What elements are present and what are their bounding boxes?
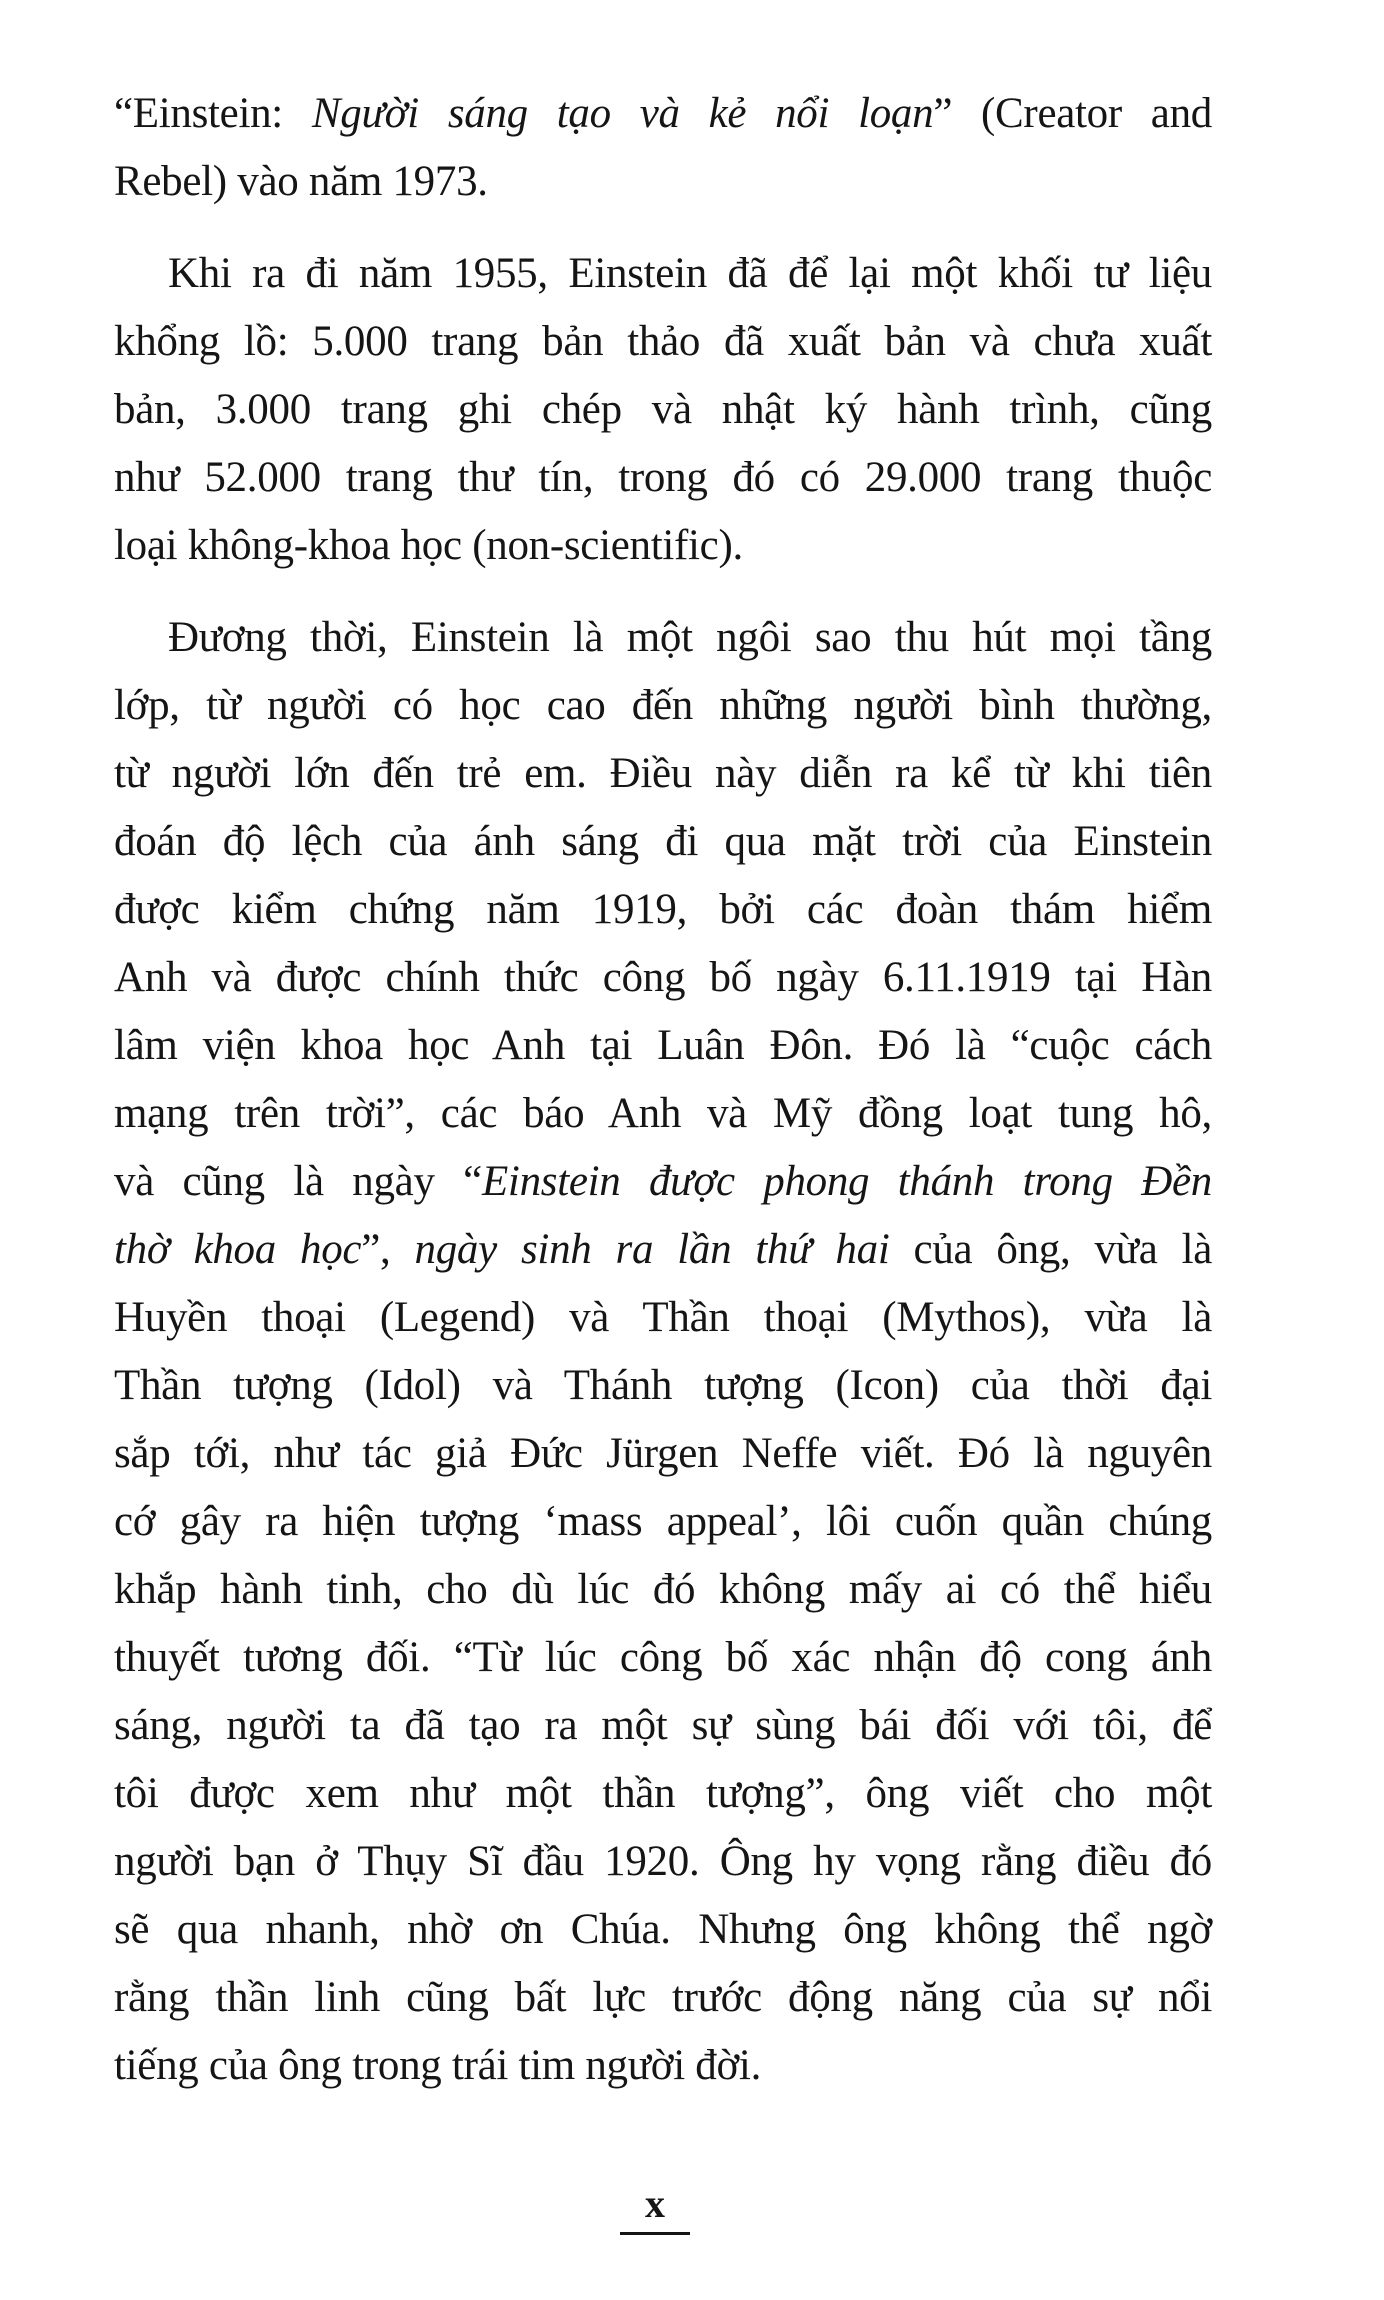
- text-run: bản, 3.000 trang ghi chép và nhật ký hành trình, cũng: [114, 386, 1212, 433]
- text-run: Khi ra đi năm 1955, Einstein đã để lại một khối tư liệu: [168, 250, 1212, 297]
- paragraph: [114, 80, 1212, 216]
- text-run: và cũng là ngày “: [114, 1158, 482, 1205]
- text-run: sáng, người ta đã tạo ra một sự sùng bái đối với tôi, để: [114, 1702, 1212, 1749]
- text-run: ” (Creator and: [933, 90, 1212, 137]
- page-number-rule: [620, 2232, 690, 2235]
- text-run: Đương thời, Einstein là một ngôi sao thu hút mọi tầng: [168, 614, 1212, 661]
- text-run: tôi được xem như một thần tượng”, ông viết cho một: [114, 1770, 1212, 1817]
- italic-text: Người sáng tạo và kẻ nổi loạn: [311, 90, 934, 137]
- text-line: [114, 672, 1212, 740]
- page-number: x: [645, 2181, 665, 2226]
- book-page-text: [114, 80, 1212, 2124]
- text-line: [114, 1284, 1212, 1352]
- text-run: Rebel) vào năm 1973.: [114, 158, 488, 205]
- text-line: [114, 1760, 1212, 1828]
- text-line: [114, 512, 1212, 580]
- text-line: [114, 80, 1212, 148]
- text-run: khổng lồ: 5.000 trang bản thảo đã xuất bản và chưa xuất: [114, 318, 1212, 365]
- text-line: [114, 1488, 1212, 1556]
- text-run: khắp hành tinh, cho dù lúc đó không mấy ai có thể hiểu: [114, 1566, 1212, 1613]
- text-run: lớp, từ người có học cao đến những người bình thường,: [114, 682, 1212, 729]
- text-line: [114, 1828, 1212, 1896]
- italic-text: Einstein được phong thánh trong Đền: [481, 1158, 1212, 1205]
- text-run: rằng thần linh cũng bất lực trước động năng của sự nổi: [114, 1974, 1212, 2021]
- text-line: [114, 148, 1212, 216]
- text-run: từ người lớn đến trẻ em. Điều này diễn ra kể từ khi tiên: [114, 750, 1212, 797]
- text-line: [114, 1148, 1212, 1216]
- text-run: người bạn ở Thụy Sĩ đầu 1920. Ông hy vọng rằng điều đó: [114, 1838, 1212, 1885]
- text-line: [114, 1216, 1212, 1284]
- text-line: [114, 808, 1212, 876]
- italic-text: thờ khoa học: [114, 1226, 362, 1273]
- text-run: cớ gây ra hiện tượng ‘mass appeal’, lôi cuốn quần chúng: [114, 1498, 1212, 1545]
- text-line: [114, 1556, 1212, 1624]
- text-line: [114, 944, 1212, 1012]
- text-line: [114, 308, 1212, 376]
- text-run: như 52.000 trang thư tín, trong đó có 29.000 trang thuộc: [114, 454, 1212, 501]
- text-line: [114, 1012, 1212, 1080]
- text-run: đoán độ lệch của ánh sáng đi qua mặt trời của Einstein: [114, 818, 1212, 865]
- text-line: [114, 1692, 1212, 1760]
- text-line: [114, 376, 1212, 444]
- paragraph: [114, 240, 1212, 580]
- text-line: [114, 444, 1212, 512]
- text-run: ”,: [361, 1226, 415, 1273]
- text-line: [114, 1964, 1212, 2032]
- text-run: của ông, vừa là: [889, 1226, 1213, 1273]
- text-line: [114, 1080, 1212, 1148]
- text-run: loại không-khoa học (non-scientific).: [114, 522, 743, 569]
- text-run: tiếng của ông trong trái tim người đời.: [114, 2042, 762, 2089]
- text-run: sắp tới, như tác giả Đức Jürgen Neffe viết. Đó là nguyên: [114, 1430, 1212, 1477]
- text-run: Thần tượng (Idol) và Thánh tượng (Icon) của thời đại: [114, 1362, 1212, 1409]
- text-line: [114, 1352, 1212, 1420]
- text-line: [114, 1420, 1212, 1488]
- text-run: lâm viện khoa học Anh tại Luân Đôn. Đó là “cuộc cách: [114, 1022, 1212, 1069]
- text-run: sẽ qua nhanh, nhờ ơn Chúa. Nhưng ông không thể ngờ: [114, 1906, 1212, 1953]
- italic-text: ngày sinh ra lần thứ hai: [414, 1226, 890, 1273]
- text-run: được kiểm chứng năm 1919, bởi các đoàn thám hiểm: [114, 886, 1212, 933]
- text-run: thuyết tương đối. “Từ lúc công bố xác nhận độ cong ánh: [114, 1634, 1212, 1681]
- text-run: “Einstein:: [114, 90, 312, 137]
- text-run: mạng trên trời”, các báo Anh và Mỹ đồng loạt tung hô,: [114, 1090, 1212, 1137]
- text-line: [114, 1624, 1212, 1692]
- text-line: [114, 740, 1212, 808]
- text-line: [114, 876, 1212, 944]
- paragraph: [114, 604, 1212, 2100]
- text-line: [114, 604, 1212, 672]
- text-line: [114, 240, 1212, 308]
- text-run: Huyền thoại (Legend) và Thần thoại (Mythos), vừa là: [114, 1294, 1212, 1341]
- text-run: Anh và được chính thức công bố ngày 6.11.1919 tại Hàn: [114, 954, 1212, 1001]
- text-line: [114, 1896, 1212, 1964]
- text-line: [114, 2032, 1212, 2100]
